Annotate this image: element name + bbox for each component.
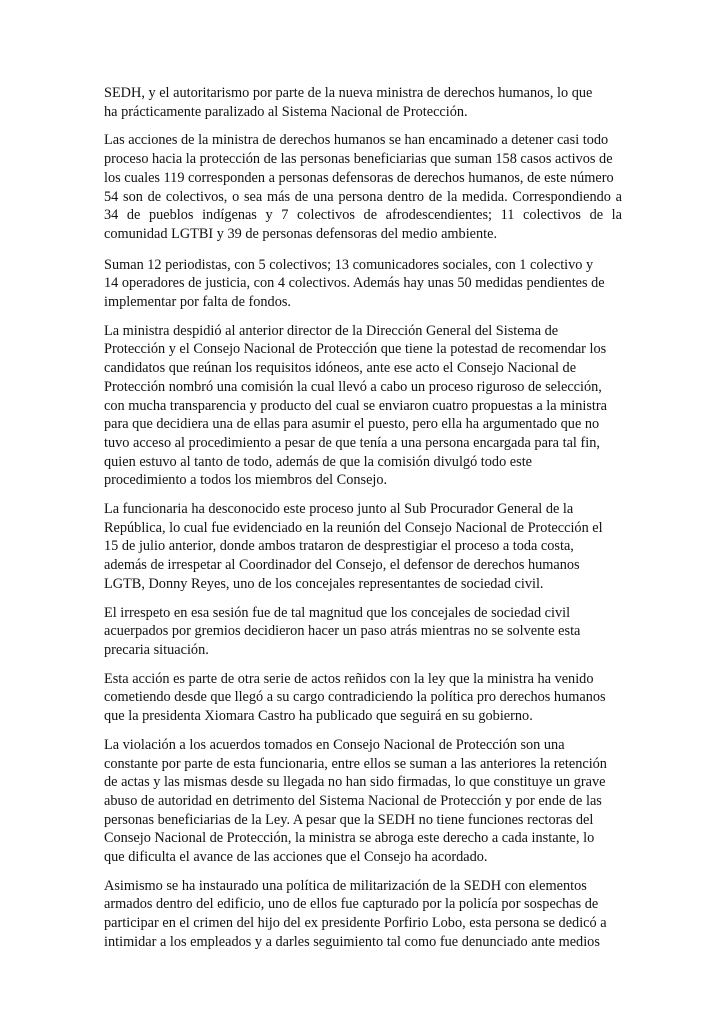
text-line: Las acciones de la ministra de derechos humanos se han encaminado a detener casi todo [104, 132, 609, 149]
text-line: Esta acción es parte de otra serie de actos reñidos con la ley que la ministra ha venido [104, 670, 594, 687]
paragraph-3 [104, 256, 622, 312]
text-line: de actas y las mismas desde su llegada no han sido firmadas, lo que constituye un grave [104, 774, 606, 791]
text-line: Protección nombró una comisión la cual llevó a cabo un proceso riguroso de selección, [104, 378, 602, 395]
paragraph-5 [104, 500, 622, 594]
text-line: SEDH, y el autoritarismo por parte de la nueva ministra de derechos humanos, lo que [104, 85, 593, 101]
text-line: El irrespeto en esa sesión fue de tal magnitud que los concejales de sociedad civil [104, 604, 571, 621]
text-line: quien estuvo al tanto de todo, además de que la comisión divulgó todo este [104, 453, 533, 470]
text-line: personas beneficiarias de la Ley. A pesar que la SEDH no tiene funciones rectoras del [104, 811, 594, 828]
text-line: procedimiento a todos los miembros del Consejo. [104, 472, 388, 489]
text-line: La funcionaria ha desconocido este proceso junto al Sub Procurador General de la [104, 501, 574, 518]
text-line: participar en el crimen del hijo del ex presidente Porfirio Lobo, esta persona se dedicó a [104, 915, 607, 932]
text-line: con mucha transparencia y producto del cual se enviaron cuatro propuestas a la ministra [104, 397, 607, 414]
text-line: los cuales 119 corresponden a personas defensoras de derechos humanos, de este número [104, 169, 614, 186]
text-line: comunidad LGTBI y 39 de personas defensoras del medio ambiente. [104, 225, 498, 242]
text-line: además de irrespetar al Coordinador del Consejo, el defensor de derechos humanos [104, 557, 580, 574]
text-line: Protección y el Consejo Nacional de Protección que tiene la potestad de recomendar los [104, 341, 607, 358]
text-line: armados dentro del edificio, uno de ellos fue capturado por la policía por sospechas de [104, 896, 599, 913]
text-line: Suman 12 periodistas, con 5 colectivos; 13 comunicadores sociales, con 1 colectivo y [104, 256, 594, 273]
paragraph-2 [104, 131, 622, 243]
paragraph-1 [104, 84, 622, 121]
text-line: precaria situación. [104, 641, 209, 658]
text-line: República, lo cual fue evidenciado en la reunión del Consejo Nacional de Protección el [104, 519, 603, 536]
paragraph-6 [104, 604, 622, 660]
text-line: La violación a los acuerdos tomados en Consejo Nacional de Protección son una [104, 736, 565, 753]
text-line: acuerpados por gremios decidieron hacer un paso atrás mientras no se solvente esta [104, 623, 581, 640]
text-line: LGTB, Donny Reyes, uno de los concejales representantes de sociedad civil. [104, 575, 544, 592]
text-line: Consejo Nacional de Protección, la ministra se abroga este derecho a cada instante, lo [104, 830, 595, 847]
text-line: 54 son de colectivos, o sea más de una persona dentro de la medida. Correspondiendo a [104, 188, 622, 205]
text-line: 34 de pueblos indígenas y 7 colectivos de afrodescendientes; 11 colectivos de la [104, 207, 622, 224]
text-line: intimidar a los empleados y a darles seguimiento tal como fue denunciado ante medios [104, 933, 600, 950]
text-line: La ministra despidió al anterior director de la Dirección General del Sistema de [104, 322, 559, 339]
text-line: abuso de autoridad en detrimento del Sistema Nacional de Protección y por ende de las [104, 792, 602, 809]
paragraph-9 [104, 877, 622, 952]
text-line: que dificulta el avance de las acciones que el Consejo ha acordado. [104, 849, 488, 866]
text-line: 14 operadores de justicia, con 4 colectivos. Además hay unas 50 medidas pendientes de [104, 275, 605, 292]
text-line: candidatos que reúnan los requisitos idóneos, ante ese acto el Consejo Nacional de [104, 360, 577, 377]
text-line: tuvo acceso al procedimiento a pesar de que tenía a una persona encargada para tal fin, [104, 434, 600, 451]
text-line: proceso hacia la protección de las personas beneficiarias que suman 158 casos activos de [104, 151, 613, 168]
paragraph-7 [104, 670, 622, 726]
text-line: que la presidenta Xiomara Castro ha publicado que seguirá en su gobierno. [104, 708, 533, 725]
text-line: cometiendo desde que llegó a su cargo contradiciendo la política pro derechos humanos [104, 689, 606, 706]
text-line: para que decidiera una de ellas para asumir el puesto, pero ella ha argumentado que no [104, 416, 600, 433]
paragraph-4 [104, 322, 622, 490]
paragraph-8 [104, 736, 622, 867]
text-line: 15 de julio anterior, donde ambos trataron de desprestigiar el proceso a toda costa, [104, 538, 574, 555]
text-line: constante por parte de esta funcionaria, entre ellos se suman a las anteriores la retención [104, 755, 607, 772]
text-line: Asimismo se ha instaurado una política de militarización de la SEDH con elementos [104, 877, 587, 894]
text-line: implementar por falta de fondos. [104, 294, 291, 311]
document-body [104, 84, 622, 962]
text-line: ha prácticamente paralizado al Sistema Nacional de Protección. [104, 103, 468, 120]
